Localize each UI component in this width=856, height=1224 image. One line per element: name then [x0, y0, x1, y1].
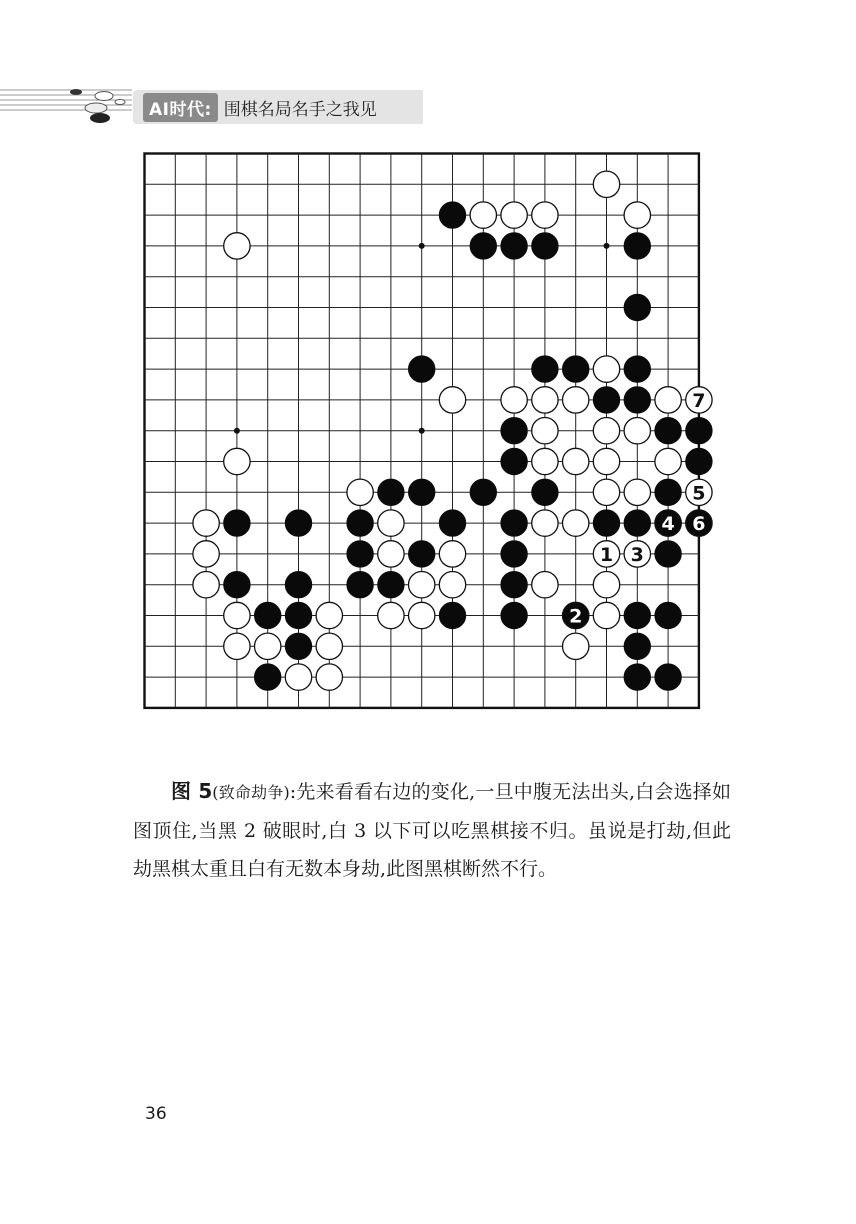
black-stone: [409, 541, 435, 567]
black-stone: [532, 356, 558, 382]
white-stone: [655, 387, 681, 413]
white-stone: [501, 202, 527, 228]
black-stone: [439, 510, 465, 536]
white-stone: [532, 448, 558, 474]
black-stone: [686, 448, 712, 474]
white-stone: [655, 448, 681, 474]
black-stone: [593, 510, 619, 536]
black-stone: [624, 510, 650, 536]
white-stone: [439, 572, 465, 598]
black-stone: [501, 418, 527, 444]
black-stone: [624, 633, 650, 659]
star-point: [419, 243, 425, 249]
black-stone: [655, 541, 681, 567]
black-stone: [501, 510, 527, 536]
black-stone: [501, 448, 527, 474]
move-number-label: 3: [630, 543, 644, 566]
white-stone: [593, 356, 619, 382]
black-stone: [224, 510, 250, 536]
white-stone: [439, 387, 465, 413]
white-stone: [347, 479, 373, 505]
black-stone: [285, 633, 311, 659]
star-point: [234, 428, 240, 434]
black-stone: [655, 479, 681, 505]
black-stone: [655, 664, 681, 690]
white-stone: [409, 602, 435, 628]
black-stone: [409, 479, 435, 505]
white-stone: [193, 572, 219, 598]
white-stone: [593, 418, 619, 444]
black-stone: [624, 387, 650, 413]
black-stone: [655, 418, 681, 444]
white-stone: [593, 602, 619, 628]
black-stone: [501, 602, 527, 628]
black-stone: [470, 233, 496, 259]
white-stone: [593, 448, 619, 474]
white-stone: [224, 602, 250, 628]
star-point: [419, 428, 425, 434]
white-stone: [255, 633, 281, 659]
black-stone: [347, 510, 373, 536]
white-stone: [378, 541, 404, 567]
numbered-stone-1: [593, 541, 619, 567]
white-stone: [532, 510, 558, 536]
black-stone: [378, 479, 404, 505]
white-stone: [532, 202, 558, 228]
white-stone: [532, 572, 558, 598]
move-number-label: 4: [661, 513, 675, 536]
white-stone: [563, 448, 589, 474]
white-stone: [470, 202, 496, 228]
black-stone: [439, 202, 465, 228]
white-stone: [593, 479, 619, 505]
white-stone: [316, 602, 342, 628]
go-board-diagram: [143, 152, 706, 709]
move-number-label: 1: [599, 543, 614, 566]
black-stone: [285, 510, 311, 536]
white-stone: [532, 418, 558, 444]
black-stone: [255, 602, 281, 628]
white-stone: [624, 479, 650, 505]
white-stone: [409, 572, 435, 598]
white-stone: [285, 664, 311, 690]
black-stone: [624, 664, 650, 690]
header-decoration-stones-icon: [0, 78, 150, 128]
black-stone: [624, 294, 650, 320]
black-stone: [501, 541, 527, 567]
black-stone: [347, 572, 373, 598]
black-stone: [285, 602, 311, 628]
black-stone: [409, 356, 435, 382]
white-stone: [378, 510, 404, 536]
black-stone: [532, 479, 558, 505]
white-stone: [224, 233, 250, 259]
move-number-label: 2: [569, 605, 583, 628]
black-stone: [378, 572, 404, 598]
black-stone: [285, 572, 311, 598]
white-stone: [316, 664, 342, 690]
white-stone: [624, 418, 650, 444]
numbered-stone-4: [655, 510, 681, 536]
black-stone: [501, 572, 527, 598]
black-stone: [224, 572, 250, 598]
black-stone: [563, 356, 589, 382]
black-stone: [255, 664, 281, 690]
caption-body: :先来看看右边的变化,一旦中腹无法出头,白会选择如图顶住,当黑 2 破眼时,白 3 以下可以吃黑棋接不归。虽说是打劫,但此劫黑棋太重且白有无数本身劫,此图黑棋断然不行。: [133, 781, 731, 880]
series-label: AI时代:: [143, 93, 218, 122]
page-number: 36: [145, 1104, 167, 1124]
white-stone: [593, 572, 619, 598]
white-stone: [532, 387, 558, 413]
figure-subtitle: (致命劫争): [212, 783, 290, 802]
move-number-label: 5: [692, 482, 706, 505]
white-stone: [501, 387, 527, 413]
numbered-stone-2: [563, 602, 589, 628]
black-stone: [686, 418, 712, 444]
white-stone: [563, 633, 589, 659]
black-stone: [347, 541, 373, 567]
star-point: [604, 243, 610, 249]
numbered-stone-3: [624, 541, 650, 567]
white-stone: [593, 171, 619, 197]
book-title: 围棋名局名手之我见: [223, 99, 377, 120]
black-stone: [593, 387, 619, 413]
numbered-stone-5: [686, 479, 712, 505]
numbered-stone-6: [686, 510, 712, 536]
white-stone: [316, 633, 342, 659]
white-stone: [224, 633, 250, 659]
black-stone: [624, 602, 650, 628]
move-number-label: 7: [692, 389, 706, 412]
figure-caption: [133, 772, 731, 888]
white-stone: [563, 387, 589, 413]
running-header: [133, 90, 423, 124]
black-stone: [439, 602, 465, 628]
black-stone: [655, 602, 681, 628]
white-stone: [193, 541, 219, 567]
black-stone: [501, 233, 527, 259]
figure-label: 图 5: [171, 779, 213, 803]
white-stone: [193, 510, 219, 536]
numbered-stone-7: [686, 387, 712, 413]
black-stone: [532, 233, 558, 259]
black-stone: [470, 479, 496, 505]
black-stone: [624, 356, 650, 382]
white-stone: [563, 510, 589, 536]
move-number-label: 6: [692, 513, 706, 536]
white-stone: [224, 448, 250, 474]
white-stone: [439, 541, 465, 567]
white-stone: [624, 202, 650, 228]
white-stone: [378, 602, 404, 628]
black-stone: [624, 233, 650, 259]
